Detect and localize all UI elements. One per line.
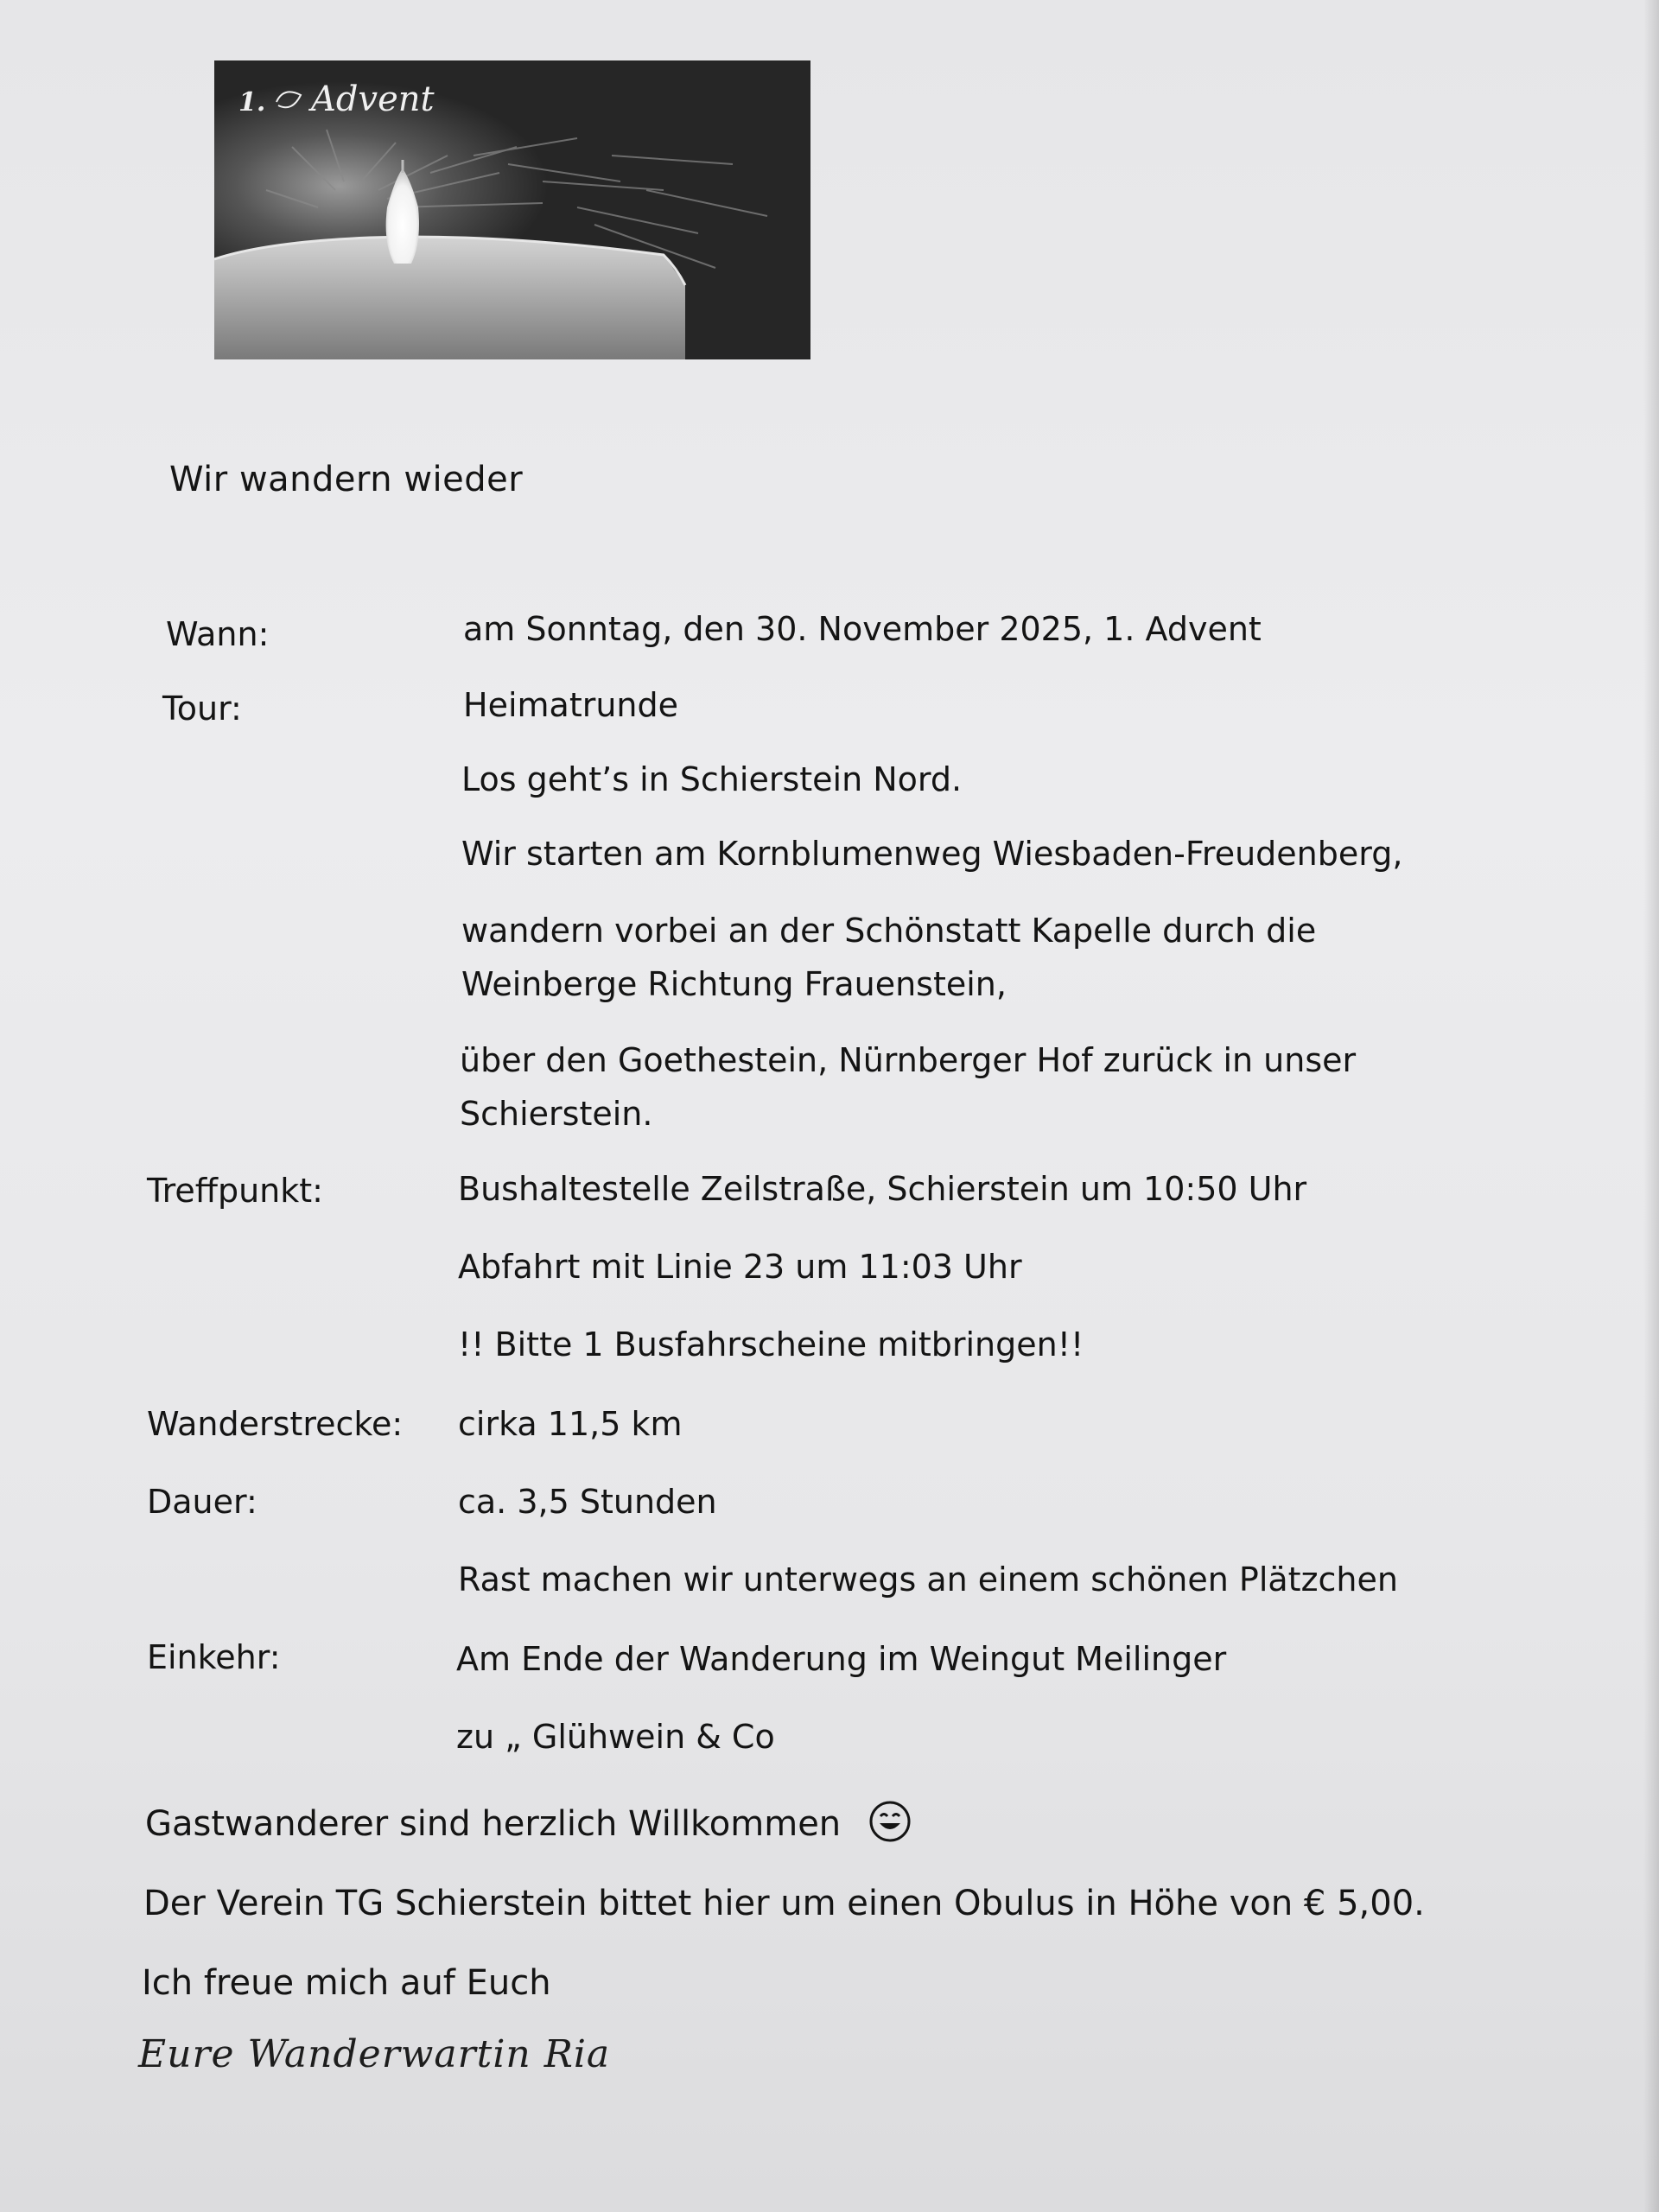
obulus-line: Der Verein TG Schierstein bittet hier um einen Obulus in Höhe von € 5,00. — [143, 1884, 1425, 1923]
tour-line-4: wandern vorbei an der Schönstatt Kapelle durch die Weinberge Richtung Frauenstein, — [461, 912, 1317, 1003]
tour-line-1: Heimatrunde — [463, 686, 679, 724]
photo-caption-word: Advent — [311, 79, 435, 119]
label-wann: Wann: — [166, 615, 270, 653]
treffpunkt-line-3: !! Bitte 1 Busfahrscheine mitbringen!! — [458, 1325, 1084, 1363]
einkehr-line-1: Am Ende der Wanderung im Weingut Meilinger — [456, 1640, 1227, 1678]
page-edge-shadow — [1643, 0, 1659, 2212]
label-einkehr: Einkehr: — [147, 1638, 281, 1676]
photo-caption-number: 1. — [238, 87, 266, 118]
treffpunkt-line-2: Abfahrt mit Linie 23 um 11:03 Uhr — [458, 1248, 1022, 1286]
guests-line — [145, 1799, 912, 1853]
einkehr-line-2: zu „ Glühwein & Co — [456, 1718, 775, 1756]
advent-candle-photo — [214, 60, 810, 359]
dauer-line-2: Rast machen wir unterwegs an einem schönen Plätzchen — [458, 1560, 1398, 1599]
dauer-line-1: ca. 3,5 Stunden — [458, 1483, 717, 1521]
tour-line-3: Wir starten am Kornblumenweg Wiesbaden-Freudenberg, — [461, 835, 1403, 873]
guests-text: Gastwanderer sind herzlich Willkommen — [145, 1804, 842, 1844]
signature: Eure Wanderwartin Ria — [138, 2032, 611, 2076]
label-treffpunkt: Treffpunkt: — [147, 1172, 323, 1210]
freue-line: Ich freue mich auf Euch — [142, 1963, 551, 2003]
tour-line-2: Los geht’s in Schierstein Nord. — [461, 760, 963, 798]
value-wann: am Sonntag, den 30. November 2025, 1. Advent — [463, 610, 1262, 648]
value-wanderstrecke: cirka 11,5 km — [458, 1405, 683, 1443]
treffpunkt-line-1: Bushaltestelle Zeilstraße, Schierstein um 10:50 Uhr — [458, 1170, 1307, 1208]
label-tour: Tour: — [162, 690, 242, 728]
page-heading: Wir wandern wieder — [169, 460, 524, 499]
label-wanderstrecke: Wanderstrecke: — [147, 1405, 404, 1443]
tour-line-5: über den Goethestein, Nürnberger Hof zurück in unser Schierstein. — [460, 1041, 1357, 1133]
smiley-icon — [868, 1799, 912, 1853]
label-dauer: Dauer: — [147, 1483, 257, 1521]
